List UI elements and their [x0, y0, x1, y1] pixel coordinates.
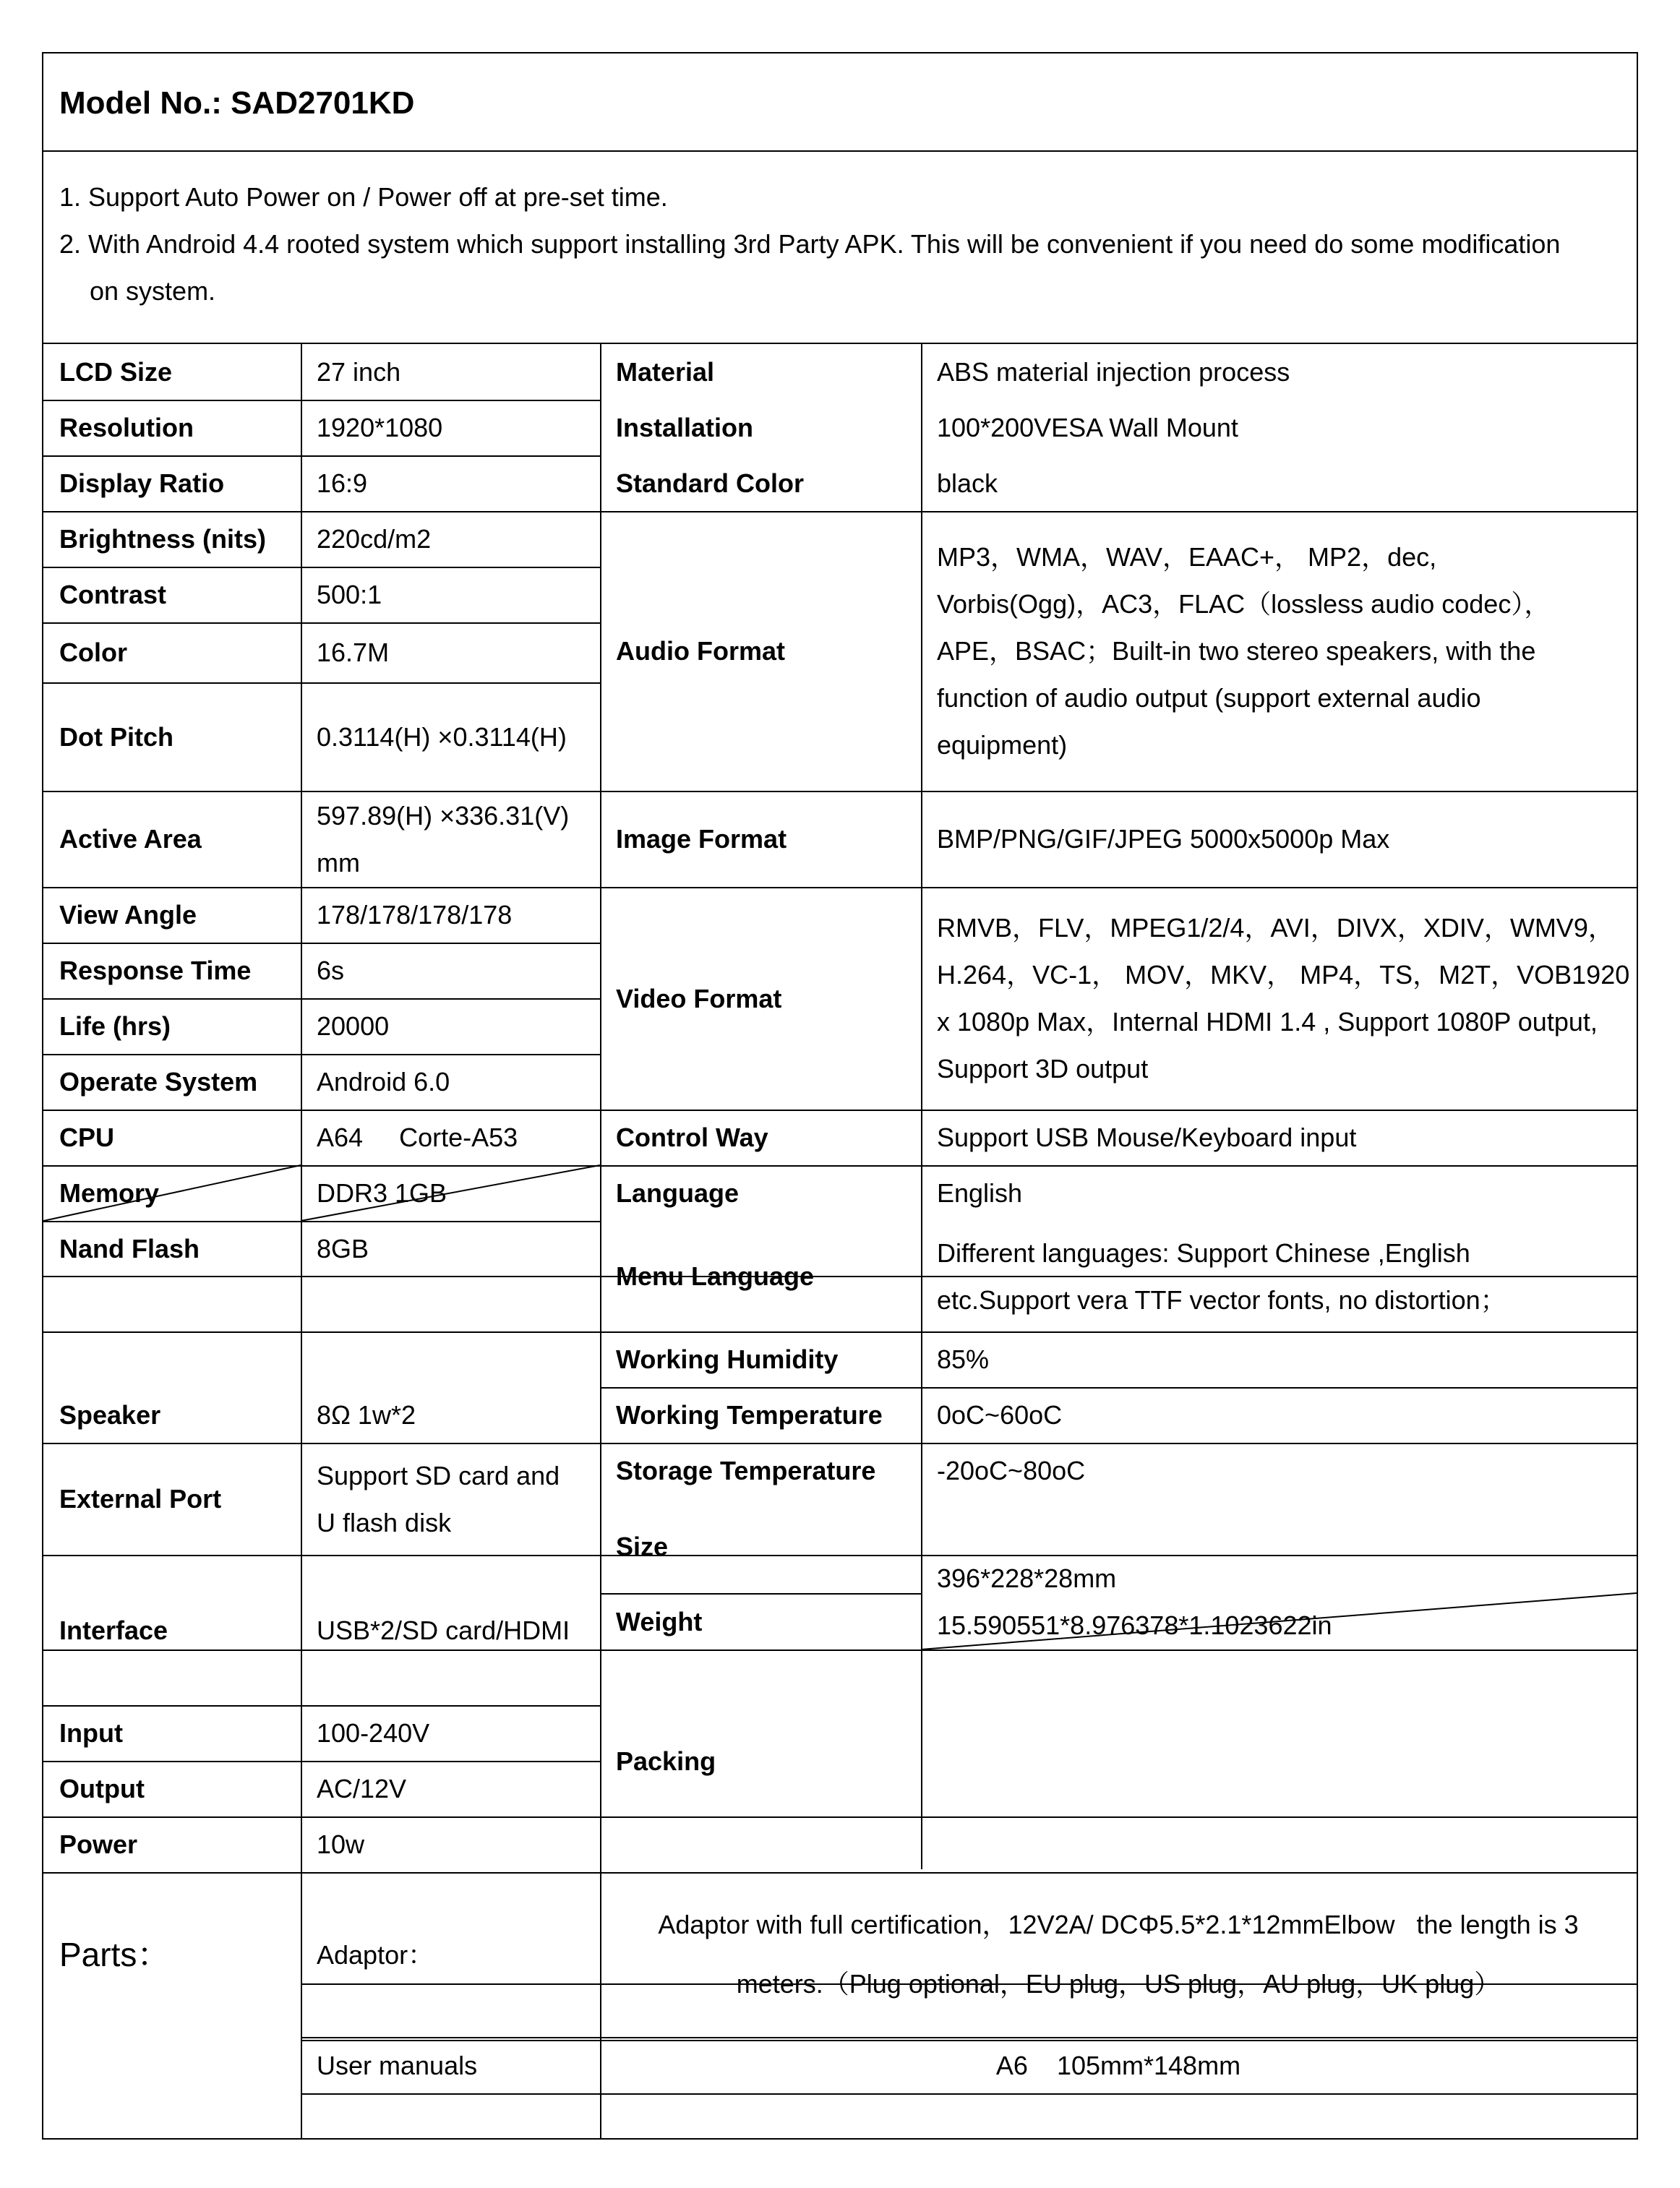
size-line2: 15.590551*8.976378*1.1023622in	[937, 1610, 1332, 1640]
active-area-value	[301, 791, 600, 887]
speaker-label: Speaker	[59, 1400, 161, 1430]
size-label: Size	[616, 1531, 669, 1561]
external-port-value	[301, 1443, 600, 1555]
power-label: Power	[59, 1829, 138, 1859]
video-line: x 1080p Max，Internal HDMI 1.4 , Support 1080P output,	[937, 1007, 1598, 1037]
row-line	[301, 2093, 1637, 2095]
response-time-label: Response Time	[59, 956, 252, 985]
user-manuals-value: A6 105mm*148mm	[995, 2050, 1241, 2080]
packing-label: Packing	[616, 1746, 716, 1776]
operate-system-label: Operate System	[59, 1067, 258, 1097]
output-label: Output	[59, 1774, 145, 1803]
audio-line: Vorbis(Ogg)，AC3，FLAC（lossless audio codec），	[937, 589, 1551, 619]
menu-language-line: Different languages: Support Chinese ,English	[937, 1237, 1470, 1268]
cpu-value: A64 Corte-A53	[317, 1123, 518, 1152]
adaptor-line1: Adaptor with full certification，12V2A/ DCΦ5.5*2.1*12mmElbow the length is 3	[658, 1910, 1579, 1939]
weight-label: Weight	[616, 1606, 703, 1636]
menu-language-line: etc.Support vera TTF vector fonts, no distortion；	[937, 1284, 1507, 1315]
response-time-value: 6s	[317, 956, 345, 985]
control-way-label: Control Way	[616, 1123, 768, 1152]
language-value: English	[937, 1178, 1023, 1208]
lcd-size-label: LCD Size	[59, 357, 173, 387]
input-label: Input	[59, 1718, 123, 1748]
memory-value: DDR3 1GB	[317, 1178, 447, 1208]
output-value: AC/12V	[317, 1774, 407, 1803]
interface-value: USB*2/SD card/HDMI	[317, 1615, 570, 1645]
material-value: ABS material injection process	[937, 357, 1290, 387]
language-label: Language	[616, 1178, 740, 1208]
color-label: Color	[59, 638, 127, 667]
image-format-value: BMP/PNG/GIF/JPEG 5000x5000p Max	[937, 824, 1390, 854]
resolution-value: 1920*1080	[317, 413, 443, 442]
menu-language-label: Menu Language	[616, 1261, 815, 1291]
external-port-line1: Support SD card and	[317, 1460, 560, 1490]
video-line: RMVB，FLV，MPEG1/2/4，AVI，DIVX，XDIV，WMV9，	[937, 913, 1614, 943]
memory-label: Memory	[59, 1178, 160, 1208]
brightness-label: Brightness (nits)	[59, 524, 267, 554]
nand-flash-value: 8GB	[317, 1233, 369, 1264]
view-angle-value: 178/178/178/178	[317, 900, 513, 930]
dot-pitch-label: Dot Pitch	[59, 721, 173, 752]
adaptor-line2: meters.（Plug optional，EU plug，US plug，AU plug，UK plug）	[736, 1969, 1501, 1999]
video-format-value	[921, 887, 1637, 1110]
control-way-value: Support USB Mouse/Keyboard input	[937, 1123, 1357, 1152]
interface-label: Interface	[59, 1615, 168, 1645]
active-area-line1: 597.89(H) ×336.31(V)	[317, 800, 570, 831]
material-label: Material	[616, 357, 715, 387]
note-2: 2. With Android 4.4 rooted system which support installing 3rd Party APK. This will be convenient if you need do some modification	[59, 229, 1561, 259]
working-temperature-label: Working Temperature	[616, 1400, 883, 1430]
image-format-label: Image Format	[616, 824, 787, 854]
adaptor-value	[600, 1872, 1637, 2037]
life-label: Life (hrs)	[59, 1011, 171, 1041]
working-humidity-value: 85%	[937, 1344, 990, 1374]
active-area-line2: mm	[317, 847, 360, 878]
audio-line: MP3，WMA，WAV，EAAC+， MP2，dec,	[937, 542, 1437, 572]
model-title: Model No.: SAD2701KD	[59, 85, 415, 121]
audio-format-label: Audio Format	[616, 636, 785, 666]
resolution-label: Resolution	[59, 413, 194, 442]
operate-system-value: Android 6.0	[317, 1067, 450, 1097]
size-line1: 396*228*28mm	[937, 1563, 1117, 1593]
contrast-value: 500:1	[317, 580, 382, 609]
standard-color-label: Standard Color	[616, 468, 805, 498]
menu-language-value	[921, 1221, 1637, 1331]
storage-temperature-value: -20oC~80oC	[937, 1456, 1086, 1485]
video-line: H.264，VC-1， MOV，MKV， MP4，TS，M2T，VOB1920	[937, 960, 1630, 990]
input-value: 100-240V	[317, 1718, 430, 1748]
user-manuals-label: User manuals	[317, 2050, 478, 2080]
spec-sheet	[42, 52, 1638, 2140]
external-port-line2: U flash disk	[317, 1507, 452, 1537]
active-area-label: Active Area	[59, 824, 202, 854]
note-1: 1. Support Auto Power on / Power off at pre-set time.	[59, 182, 668, 212]
audio-line: APE，BSAC；Built-in two stereo speakers, with the	[937, 636, 1536, 666]
dot-pitch-value: 0.3114(H) ×0.3114(H)	[317, 721, 567, 752]
standard-color-value: black	[937, 468, 998, 498]
working-humidity-label: Working Humidity	[616, 1344, 839, 1374]
lcd-size-value: 27 inch	[317, 357, 401, 387]
speaker-value: 8Ω 1w*2	[317, 1400, 416, 1430]
storage-temperature-label: Storage Temperature	[616, 1456, 876, 1485]
view-angle-label: View Angle	[59, 900, 197, 930]
cpu-label: CPU	[59, 1123, 115, 1152]
audio-line: function of audio output (support external audio	[937, 683, 1481, 713]
power-value: 10w	[317, 1829, 365, 1859]
spec-table	[43, 53, 1637, 2138]
video-format-label: Video Format	[616, 983, 782, 1013]
installation-value: 100*200VESA Wall Mount	[937, 413, 1238, 442]
adaptor-label: Adaptor：	[317, 1939, 434, 1970]
display-ratio-label: Display Ratio	[59, 468, 225, 498]
contrast-label: Contrast	[59, 580, 167, 609]
life-value: 20000	[317, 1011, 390, 1041]
brightness-value: 220cd/m2	[317, 524, 432, 554]
nand-flash-label: Nand Flash	[59, 1233, 200, 1264]
video-line: Support 3D output	[937, 1054, 1149, 1084]
note-2-continued: on system.	[90, 276, 216, 306]
display-ratio-value: 16:9	[317, 468, 368, 498]
parts-label: Parts：	[59, 1935, 171, 1973]
installation-label: Installation	[616, 413, 754, 442]
audio-format-value	[921, 511, 1637, 791]
audio-line: equipment)	[937, 730, 1068, 760]
size-value	[921, 1555, 1637, 1649]
external-port-label: External Port	[59, 1484, 222, 1514]
working-temperature-value: 0oC~60oC	[937, 1400, 1063, 1430]
color-value: 16.7M	[317, 638, 390, 667]
